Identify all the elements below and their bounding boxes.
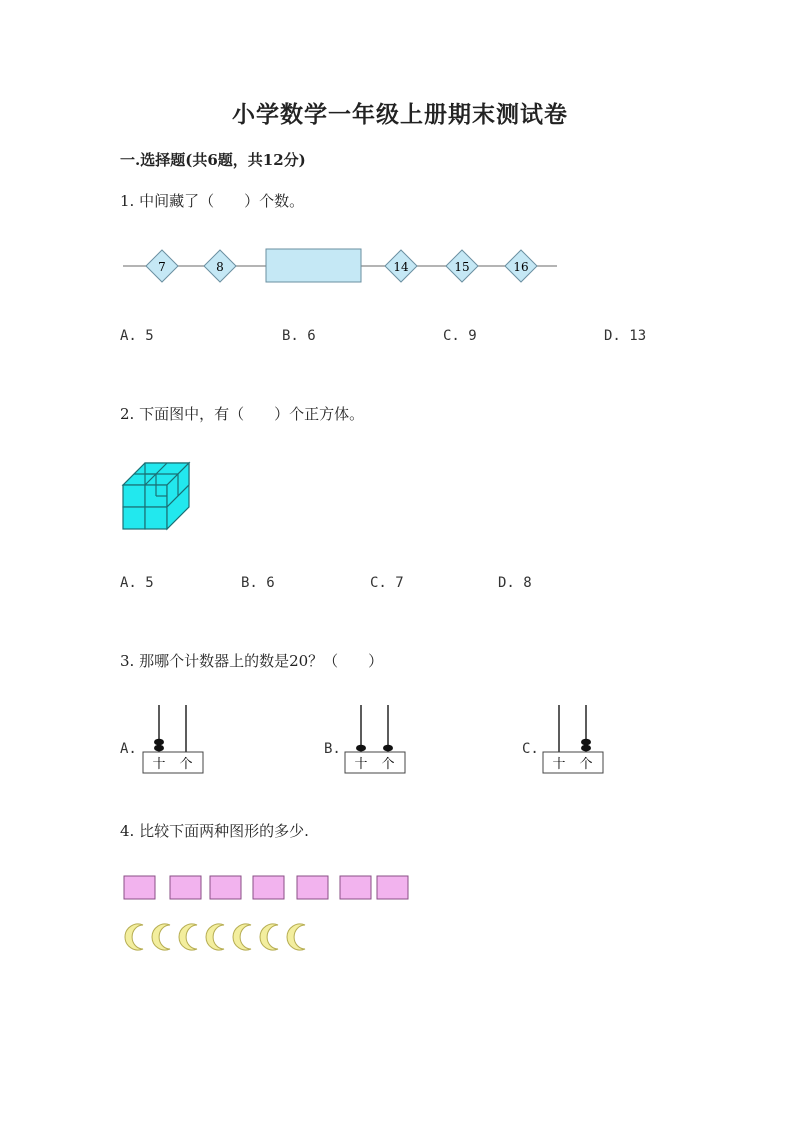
q2-option-b[interactable]: B. 6 [241, 575, 275, 591]
abacus-c-label[interactable]: C. [522, 741, 539, 757]
ones-place-label: 个 [579, 757, 593, 772]
yellow-moon [152, 924, 170, 950]
yellow-moon [287, 924, 305, 950]
q1-option-a[interactable]: A. 5 [120, 328, 154, 344]
yellow-moon [260, 924, 278, 950]
q2-option-c[interactable]: C. 7 [370, 575, 404, 591]
page-title: 小学数学一年级上册期末测试卷 [232, 101, 568, 128]
q1-option-d[interactable]: D. 13 [604, 328, 647, 344]
pink-square [170, 876, 201, 899]
diamond-label-5: 16 [513, 260, 529, 274]
pink-square [210, 876, 241, 899]
diamond-label-3: 14 [393, 260, 409, 274]
pink-square [377, 876, 408, 899]
pink-square [297, 876, 328, 899]
tens-place-label: 十 [552, 757, 566, 772]
diamond-label-2: 8 [216, 260, 224, 274]
q1-option-b[interactable]: B. 6 [282, 328, 316, 344]
q2-option-a[interactable]: A. 5 [120, 575, 154, 591]
diamond-label-1: 7 [158, 260, 166, 274]
question-1-text: 1. 中间藏了（ ）个数。 [120, 192, 305, 210]
yellow-moon [179, 924, 197, 950]
tens-place-label: 十 [152, 757, 166, 772]
abacus-b-label[interactable]: B. [324, 741, 341, 757]
question-4-text: 4. 比较下面两种图形的多少. [120, 822, 309, 840]
diamond-label-4: 15 [454, 260, 470, 274]
ones-place-label: 个 [381, 757, 395, 772]
q1-option-c[interactable]: C. 9 [443, 328, 477, 344]
tens-place-label: 十 [354, 757, 368, 772]
question-3-text: 3. 那哪个计数器上的数是20？（ ） [120, 652, 384, 670]
pink-square [340, 876, 371, 899]
yellow-moon [233, 924, 251, 950]
pink-square [253, 876, 284, 899]
section-heading: 一.选择题(共6题，共12分) [120, 151, 306, 169]
ones-place-label: 个 [179, 757, 193, 772]
question-2-text: 2. 下面图中，有（ ）个正方体。 [120, 405, 365, 423]
q2-option-d[interactable]: D. 8 [498, 575, 532, 591]
pink-square [124, 876, 155, 899]
yellow-moon [125, 924, 143, 950]
abacus-a-label[interactable]: A. [120, 741, 137, 757]
yellow-moon [206, 924, 224, 950]
